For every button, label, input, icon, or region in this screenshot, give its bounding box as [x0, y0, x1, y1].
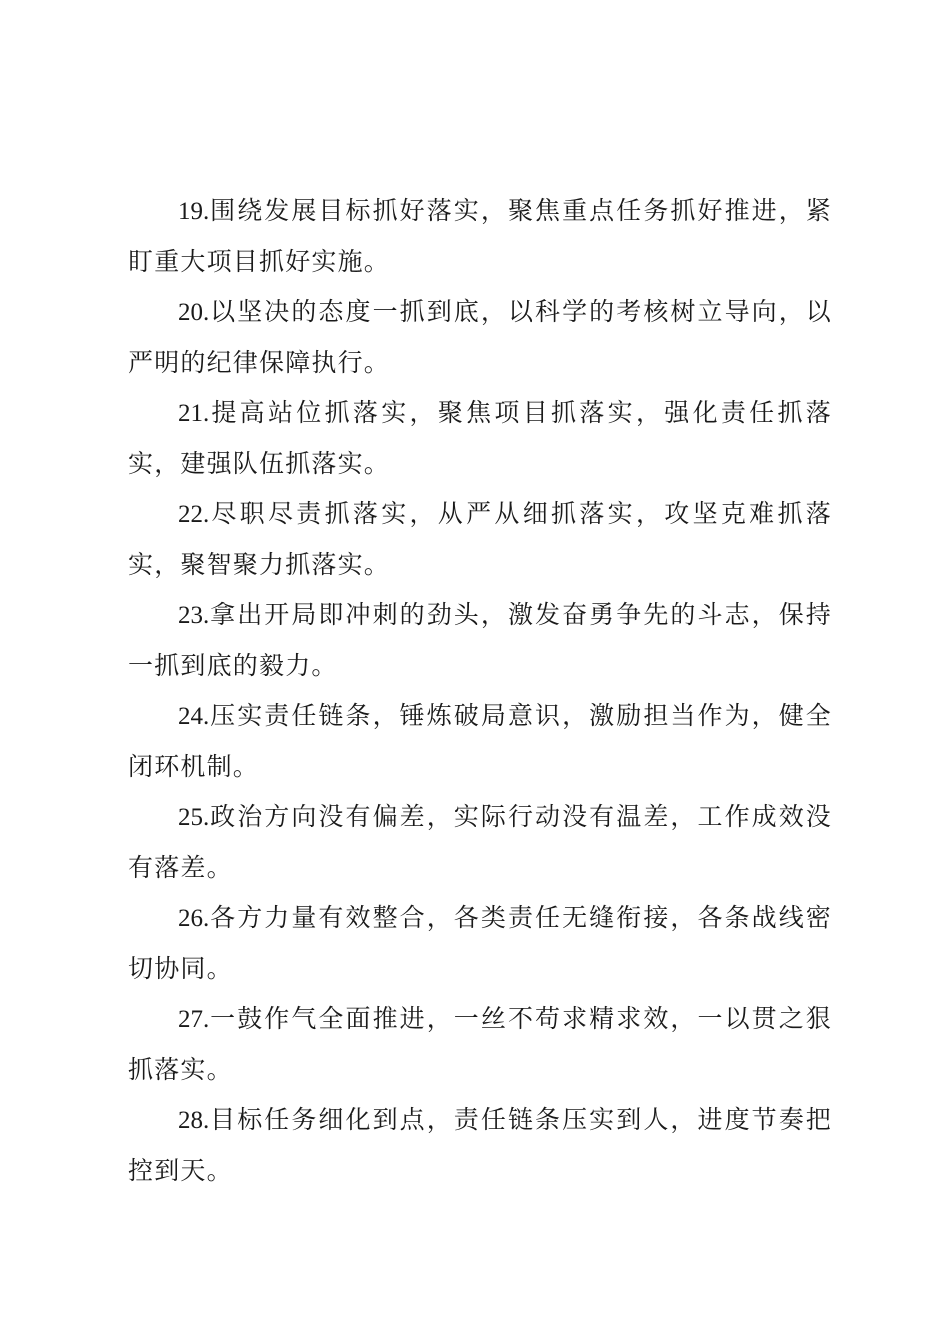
item-number: 23. — [178, 602, 210, 629]
paragraph-26 — [128, 893, 832, 994]
paragraph-text: 拿出开局即冲刺的劲头，激发奋勇争先的斗志，保持一抓到底的毅力。 — [128, 600, 832, 680]
paragraph-24 — [128, 691, 832, 792]
paragraph-text: 压实责任链条，锤炼破局意识，激励担当作为，健全闭环机制。 — [128, 701, 832, 781]
item-number: 28. — [178, 1107, 210, 1134]
item-number: 19. — [178, 198, 210, 225]
paragraph-text: 以坚决的态度一抓到底，以科学的考核树立导向，以严明的纪律保障执行。 — [128, 297, 832, 377]
item-number: 24. — [178, 703, 210, 730]
paragraph-23 — [128, 590, 832, 691]
document-body — [128, 186, 832, 1196]
item-number: 26. — [178, 905, 210, 932]
item-number: 22. — [178, 501, 210, 528]
paragraph-text: 一鼓作气全面推进，一丝不苟求精求效，一以贯之狠抓落实。 — [128, 1004, 832, 1084]
item-number: 25. — [178, 804, 210, 831]
paragraph-19 — [128, 186, 832, 287]
paragraph-21 — [128, 388, 832, 489]
paragraph-25 — [128, 792, 832, 893]
paragraph-20 — [128, 287, 832, 388]
paragraph-text: 目标任务细化到点，责任链条压实到人，进度节奏把控到天。 — [128, 1105, 832, 1185]
paragraph-text: 提高站位抓落实，聚焦项目抓落实，强化责任抓落实，建强队伍抓落实。 — [128, 398, 832, 478]
item-number: 20. — [178, 299, 210, 326]
paragraph-22 — [128, 489, 832, 590]
paragraph-text: 尽职尽责抓落实，从严从细抓落实，攻坚克难抓落实，聚智聚力抓落实。 — [128, 499, 832, 579]
paragraph-27 — [128, 994, 832, 1095]
item-number: 27. — [178, 1006, 210, 1033]
paragraph-text: 各方力量有效整合，各类责任无缝衔接，各条战线密切协同。 — [128, 903, 832, 983]
item-number: 21. — [178, 400, 210, 427]
paragraph-28 — [128, 1095, 832, 1196]
paragraph-text: 围绕发展目标抓好落实，聚焦重点任务抓好推进，紧盯重大项目抓好实施。 — [128, 196, 832, 276]
paragraph-text: 政治方向没有偏差，实际行动没有温差，工作成效没有落差。 — [128, 802, 832, 882]
